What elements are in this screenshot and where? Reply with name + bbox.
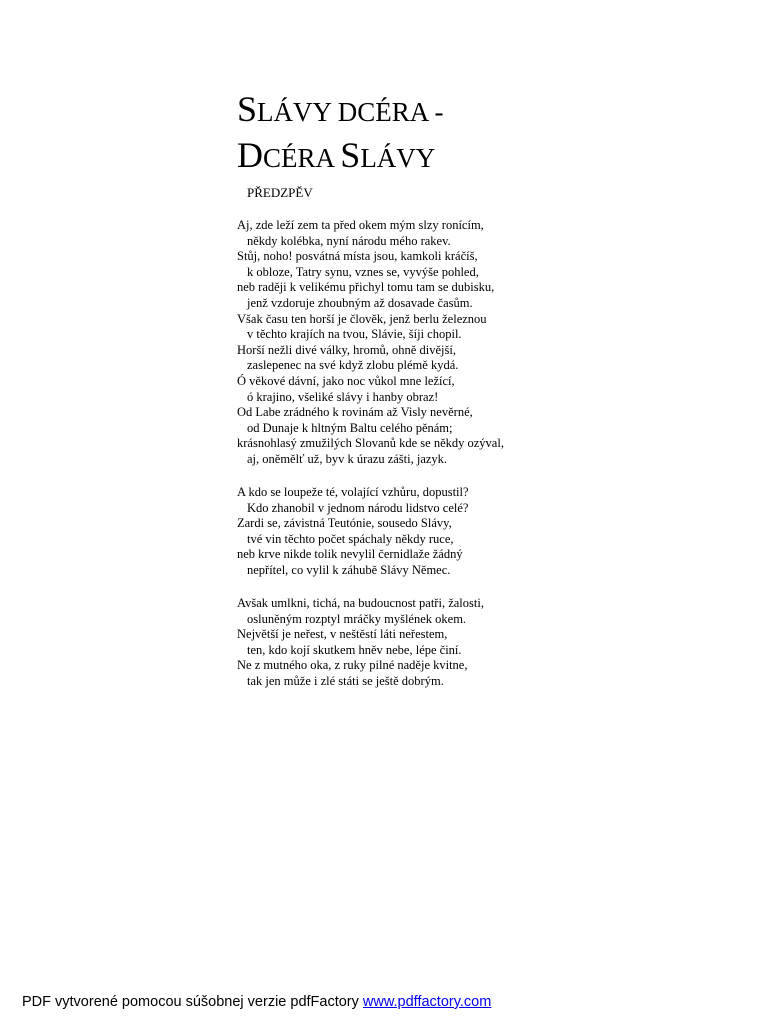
verse-line: od Dunaje k hltným Baltu celého pěnám;: [247, 420, 453, 435]
verse-line: tak jen může i zlé státi se ještě dobrým.: [247, 673, 444, 688]
stanza-2: [237, 485, 469, 579]
title-line-2: [237, 134, 444, 180]
verse-line: ó krajino, všeliké slávy i hanby obraz!: [247, 389, 439, 404]
verse-line: krásnohlasý zmužilých Slovanů kde se někdy ozýval,: [237, 436, 504, 451]
title-initial: S: [340, 135, 361, 175]
verse-line: Avšak umlkni, tichá, na budoucnost patři, žalosti,: [237, 596, 484, 610]
verse-line: k obloze, Tatry synu, vznes se, vyvýše pohled,: [247, 264, 479, 279]
title-initial: S: [237, 89, 258, 129]
verse-line: někdy kolébka, nyní národu mého rakev.: [247, 233, 451, 248]
verse-line: ten, kdo kojí skutkem hněv nebe, lépe činí.: [247, 642, 462, 657]
verse-line: neb krve nikde tolik nevylil černidlaže žádný: [237, 547, 463, 562]
verse-line: tvé vin těchto počet spáchaly někdy ruce,: [247, 531, 454, 546]
title-line-1: [237, 88, 444, 134]
title-smallcaps: CÉRA: [263, 143, 341, 173]
title-smallcaps: LÁVY: [360, 143, 436, 173]
verse-line: nepřítel, co vylil k záhubě Slávy Němec.: [247, 562, 451, 577]
pdf-footer: [22, 994, 491, 1010]
verse-line: Ne z mutného oka, z ruky pilné naděje kvitne,: [237, 658, 468, 673]
verse-line: osluněným rozptyl mráčky myšlének okem.: [247, 611, 467, 626]
verse-line: Od Labe zrádného k rovinám až Visly nevěrné,: [237, 405, 473, 420]
verse-line: Stůj, noho! posvátná místa jsou, kamkoli kráčíš,: [237, 249, 478, 264]
footer-link[interactable]: www.pdffactory.com: [362, 994, 492, 1010]
verse-line: Zardi se, závistná Teutónie, sousedo Slávy,: [237, 516, 452, 531]
document-title: [237, 88, 444, 180]
verse-line: Však času ten horší je člověk, jenž berlu železnou: [237, 311, 487, 326]
verse-line: Ó věkové dávní, jako noc vůkol mne ležící,: [237, 373, 455, 388]
verse-line: neb raději k velikému přichyl tomu tam se dubisku,: [237, 280, 495, 295]
verse-line: Aj, zde leží zem ta před okem mým slzy ronícím,: [237, 218, 484, 232]
section-heading: PŘEDZPĚV: [247, 185, 313, 200]
stanza-1: [237, 218, 504, 468]
verse-line: Horší nežli divé války, hromů, ohně divější,: [237, 342, 456, 357]
verse-line: A kdo se loupeže té, volající vzhůru, dopustil?: [237, 485, 469, 499]
verse-line: aj, oněmělť už, byv k úrazu zášti, jazyk.: [247, 451, 448, 466]
stanza-3: [237, 596, 484, 690]
verse-line: zaslepenec na své když zlobu plémě kydá.: [247, 358, 459, 373]
title-smallcaps: LÁVY DCÉRA -: [257, 97, 444, 127]
verse-line: Kdo zhanobil v jednom národu lidstvo celé?: [247, 500, 469, 515]
verse-line: Největší je neřest, v neštěstí láti neřestem,: [237, 627, 448, 642]
verse-line: v těchto krajích na tvou, Slávie, šíji chopil.: [247, 327, 462, 342]
title-initial: D: [237, 135, 263, 175]
verse-line: jenž vzdoruje zhoubným až dosavade časům.: [247, 295, 473, 310]
footer-text: PDF vytvorené pomocou súšobnej verzie pdfFactory: [22, 994, 363, 1010]
